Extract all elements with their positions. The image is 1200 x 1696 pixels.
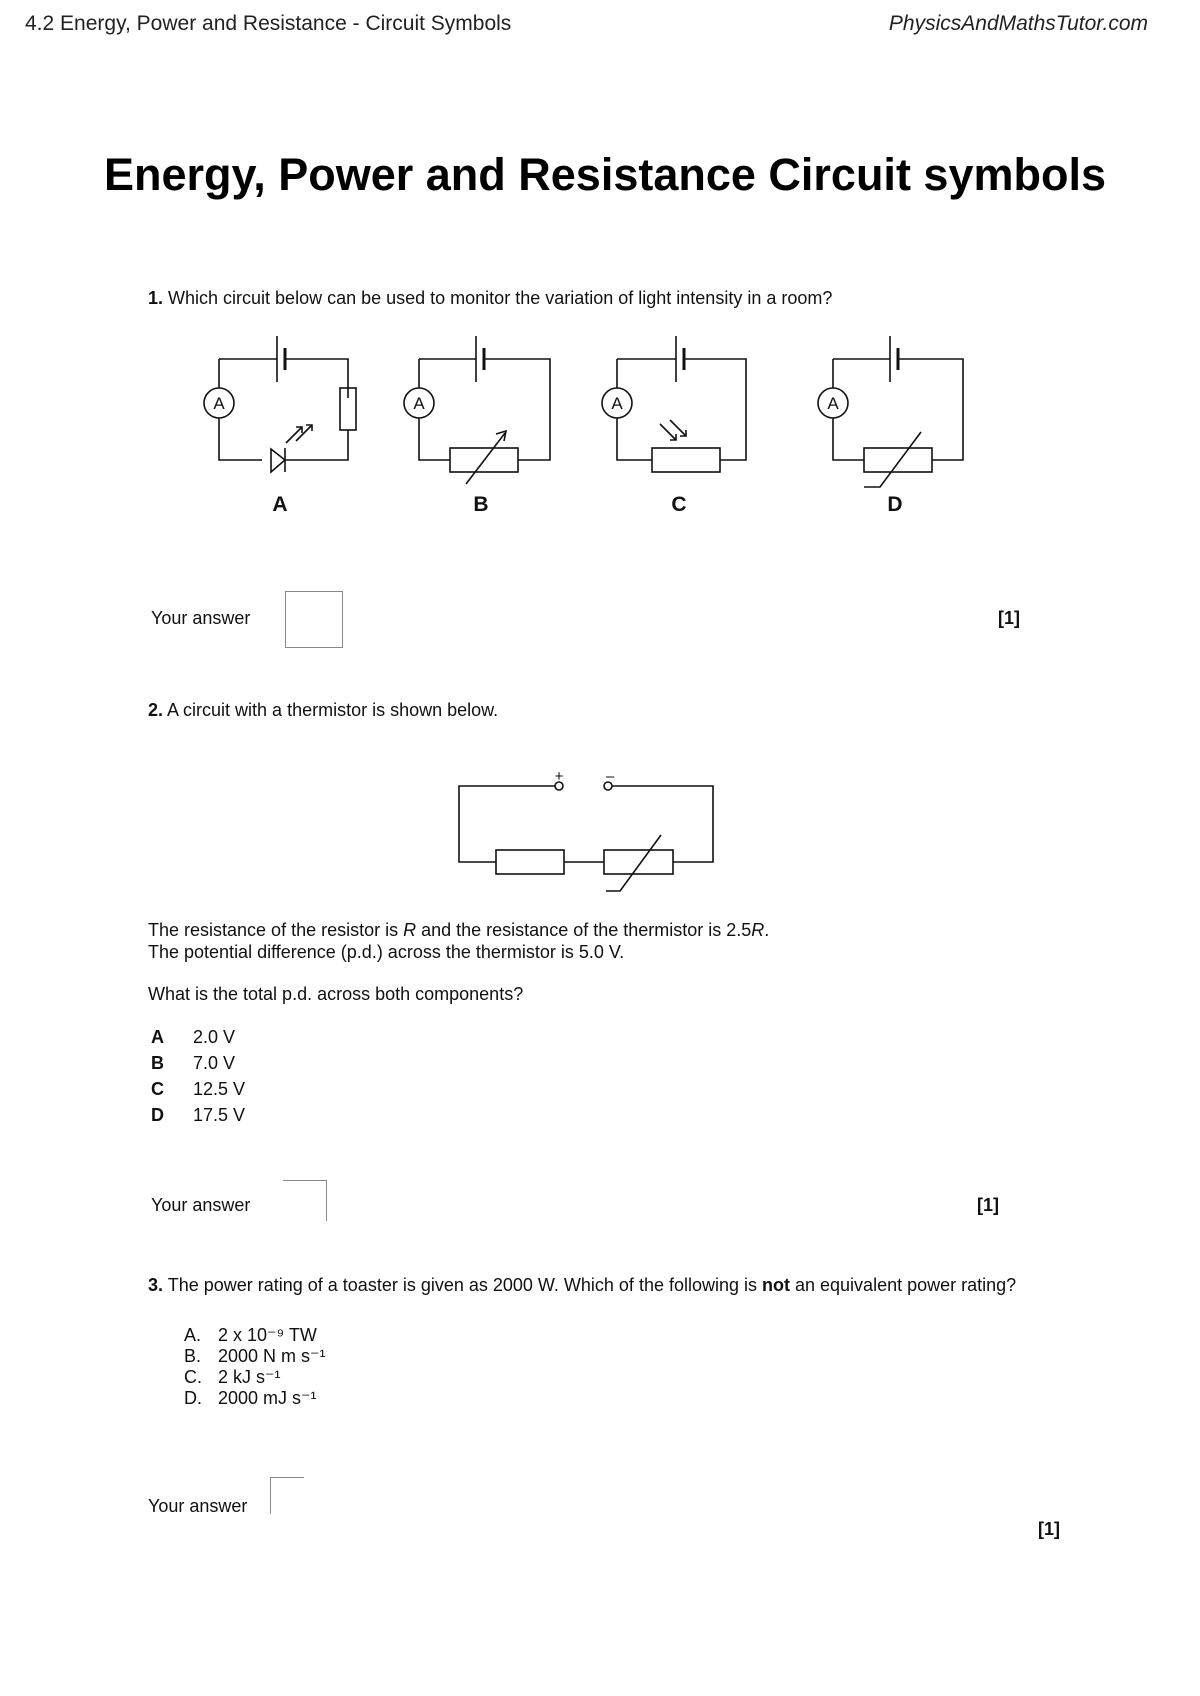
question-2-question: What is the total p.d. across both components? [148, 984, 524, 1004]
option-c: C. 2 kJ s⁻¹ [184, 1367, 281, 1387]
option-c: C 12.5 V [151, 1079, 246, 1099]
option-a: A 2.0 V [151, 1027, 236, 1047]
question-3-answer-box[interactable] [270, 1477, 304, 1514]
question-1-answer-label: Your answer [151, 608, 251, 628]
terminal-plus: + [554, 768, 564, 785]
question-2-pd-line: The potential difference (p.d.) across the thermistor is 5.0 V. [148, 942, 625, 962]
question-1-number: 1. [148, 288, 164, 308]
ammeter-c-symbol: A [611, 394, 623, 413]
question-2-options [151, 1027, 245, 1131]
ammeter-b-symbol: A [413, 394, 425, 413]
thermistor-symbol-q2 [604, 850, 673, 874]
question-1-text: Which circuit below can be used to monitor the variation of light intensity in a room? [168, 288, 833, 308]
page-header-site: PhysicsAndMathsTutor.com [888, 12, 1148, 35]
question-2-answer-label: Your answer [151, 1195, 251, 1215]
question-3-mark: [1] [1038, 1519, 1060, 1539]
question-3-options [184, 1325, 326, 1409]
resistor-symbol [496, 850, 564, 874]
question-3-number: 3. [148, 1275, 164, 1295]
terminal-minus: – [605, 768, 615, 785]
circuit-label-a: A [272, 493, 288, 516]
ammeter-a-symbol: A [213, 394, 225, 413]
page-title: Energy, Power and Resistance Circuit symbols [104, 149, 1106, 200]
circuit-label-b: B [473, 493, 489, 516]
question-1-mark: [1] [998, 608, 1020, 628]
option-d: D. 2000 mJ s⁻¹ [184, 1388, 317, 1408]
option-d: D 17.5 V [151, 1105, 246, 1125]
question-2-mark: [1] [977, 1195, 999, 1215]
option-b: B 7.0 V [151, 1053, 236, 1073]
circuit-label-d: D [887, 493, 903, 516]
question-3-answer-label: Your answer [148, 1496, 248, 1516]
question-2-answer-box[interactable] [283, 1180, 327, 1221]
question-3-not: not [762, 1275, 790, 1295]
question-2-text: A circuit with a thermistor is shown below. [167, 700, 499, 720]
ammeter-d-symbol: A [827, 394, 839, 413]
question-3: 3. The power rating of a toaster is given as 2000 W. Which of the following is not an equivalent power rating? [148, 1275, 1017, 1295]
option-a: A. 2 x 10⁻⁹ TW [184, 1325, 317, 1345]
circuit-label-c: C [671, 493, 687, 516]
page-header-left: 4.2 Energy, Power and Resistance - Circuit Symbols [25, 12, 512, 35]
question-2-number: 2. [148, 700, 164, 720]
question-2-resistance-line: The resistance of the resistor is R and the resistance of the thermistor is 2.5R. [148, 920, 770, 940]
option-b: B. 2000 N m s⁻¹ [184, 1346, 326, 1366]
